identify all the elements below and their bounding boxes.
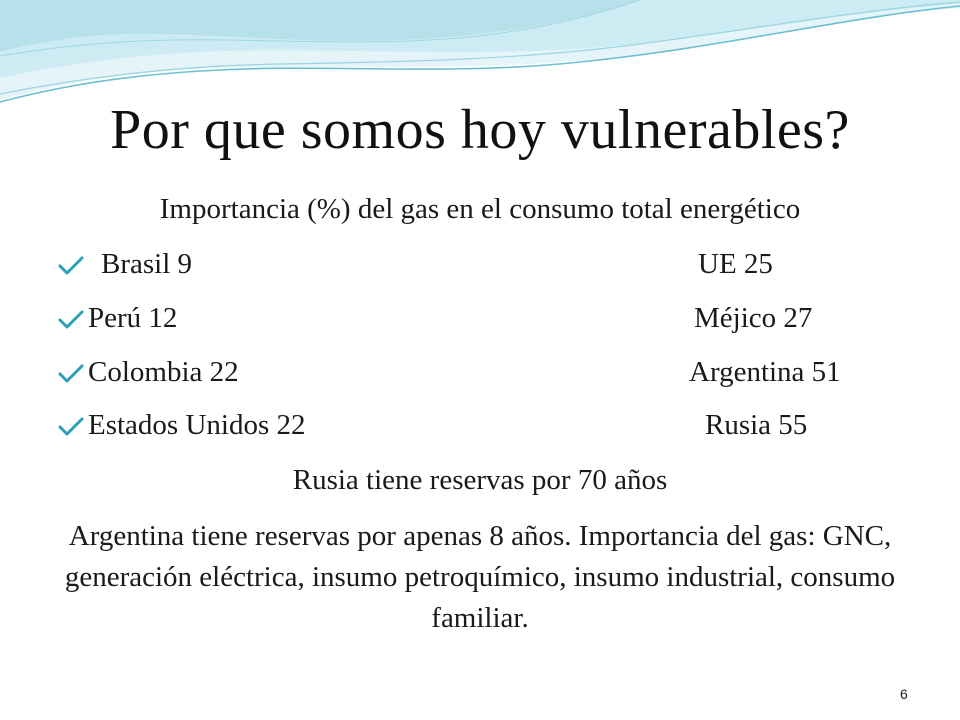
list-item [0,244,960,284]
list-item [0,352,960,392]
country-left-label: Perú 12 [88,302,178,334]
list-item [0,298,960,338]
argentina-paragraph: Argentina tiene reservas por apenas 8 años. Importancia del gas: GNC, generación eléctrica, insumo petroquímico, insumo industrial, consumo familiar. [64,520,896,634]
russia-reserves-line: Rusia tiene reservas por 70 años [292,464,668,496]
checkmark-icon [58,310,84,330]
list-item [0,405,960,445]
slide-title: Por que somos hoy vulnerables? [110,99,850,161]
country-left-label: Estados Unidos 22 [88,409,306,441]
country-right-label: Méjico 27 [694,302,813,334]
checkmark-icon [58,364,84,384]
country-left-label: Colombia 22 [88,356,239,388]
header-wave-decoration [0,0,960,110]
country-right-label: UE 25 [698,248,773,280]
checkmark-icon [58,417,84,437]
page-number: 6 [900,686,908,702]
checkmark-icon [58,256,84,276]
country-right-label: Argentina 51 [689,356,841,388]
country-left-label: Brasil 9 [101,248,193,280]
country-right-label: Rusia 55 [705,409,808,441]
slide-subtitle: Importancia (%) del gas en el consumo total energético [159,193,801,225]
